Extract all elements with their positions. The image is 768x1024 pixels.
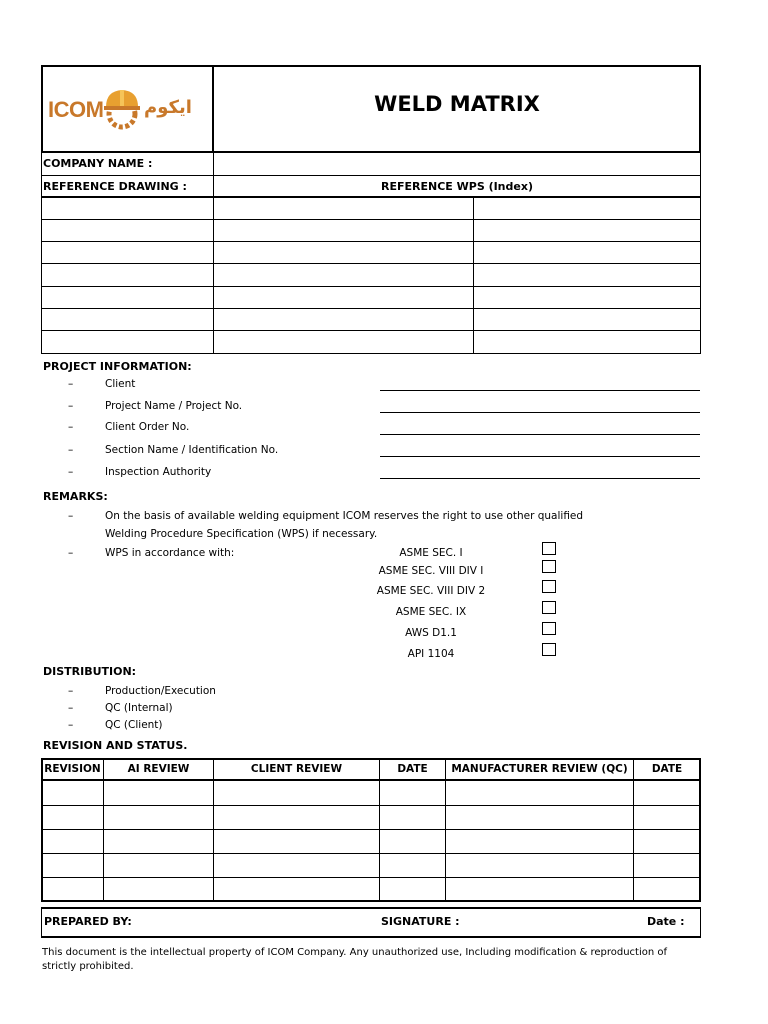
revision-row-line <box>41 877 701 878</box>
bullet: – <box>68 400 74 412</box>
revision-row-line <box>41 853 701 854</box>
prepared-by-label: PREPARED BY: <box>44 915 132 928</box>
grid-row-line <box>41 241 701 242</box>
grid-row-line <box>41 330 701 331</box>
grid-row-line <box>41 286 701 287</box>
grid-row-line <box>41 263 701 264</box>
col-date-2: DATE <box>651 763 683 775</box>
bullet: – <box>68 510 74 522</box>
revision-col-line <box>103 758 104 902</box>
revision-row-line <box>41 805 701 806</box>
revision-col-line <box>379 758 380 902</box>
hardhat-gear-icon <box>102 87 142 131</box>
col-revision: REVISION <box>44 763 101 775</box>
inspection-authority-field[interactable] <box>380 478 700 479</box>
wps-option-asme-viii-div-1: ASME SEC. VIII DIV I <box>378 565 484 577</box>
bullet: – <box>68 685 74 697</box>
bullet: – <box>68 421 74 433</box>
project-item-project-name: Project Name / Project No. <box>105 400 243 412</box>
bullet: – <box>68 702 74 714</box>
project-item-client: Client <box>105 378 136 390</box>
checkbox-api-1104[interactable] <box>542 643 556 656</box>
company-logo <box>46 85 206 135</box>
project-item-section-name: Section Name / Identification No. <box>105 444 279 456</box>
checkbox-asme-sec-ix[interactable] <box>542 601 556 614</box>
distribution-item-production: Production/Execution <box>105 685 216 697</box>
distribution-item-qc-client: QC (Client) <box>105 719 163 731</box>
col-ai-review: AI REVIEW <box>127 763 190 775</box>
revision-header-line <box>41 779 701 781</box>
wps-option-asme-sec-i: ASME SEC. I <box>399 547 463 559</box>
disclaimer-line-2: strictly prohibited. <box>42 961 134 972</box>
revision-col-line <box>445 758 446 902</box>
disclaimer-line-1: This document is the intellectual property of ICOM Company. Any unauthorized use, Including modification & reproduction of <box>42 947 667 958</box>
project-item-client-order: Client Order No. <box>105 421 190 433</box>
grid-row-line <box>41 219 701 220</box>
project-information-heading: PROJECT INFORMATION: <box>43 360 192 373</box>
wps-option-aws-d1-1: AWS D1.1 <box>405 627 457 639</box>
page-title: WELD MATRIX <box>374 92 540 116</box>
footer-right-line <box>700 907 701 937</box>
col-manufacturer-review: MANUFACTURER REVIEW (QC) <box>451 763 628 775</box>
wps-accordance-label: WPS in accordance with: <box>105 547 235 559</box>
remarks-heading: REMARKS: <box>43 490 108 503</box>
checkbox-asme-viii-div-2[interactable] <box>542 580 556 593</box>
footer-bottom-line <box>41 936 701 938</box>
checkbox-asme-sec-i[interactable] <box>542 542 556 555</box>
revision-col-line <box>633 758 634 902</box>
checkbox-aws-d1-1[interactable] <box>542 622 556 635</box>
checkbox-asme-viii-div-1[interactable] <box>542 560 556 573</box>
footer-top-line <box>41 907 701 909</box>
logo-text-latin: ICOM <box>48 97 104 122</box>
row-line <box>41 196 701 198</box>
project-item-inspection-authority: Inspection Authority <box>105 466 212 478</box>
reference-wps-label: REFERENCE WPS (Index) <box>381 180 533 193</box>
col-date-1: DATE <box>397 763 428 775</box>
bullet: – <box>68 547 74 559</box>
signature-label: SIGNATURE : <box>381 915 460 928</box>
wps-option-asme-sec-ix: ASME SEC. IX <box>395 606 467 618</box>
bullet: – <box>68 444 74 456</box>
client-field[interactable] <box>380 390 700 391</box>
company-name-label: COMPANY NAME : <box>43 157 153 170</box>
col-client-review: CLIENT REVIEW <box>250 763 343 775</box>
revision-col-line <box>213 758 214 902</box>
logo-text-arabic: ایکوم <box>144 97 192 118</box>
client-order-field[interactable] <box>380 434 700 435</box>
section-name-field[interactable] <box>380 456 700 457</box>
wps-option-asme-viii-div-2: ASME SEC. VIII DIV 2 <box>376 585 486 597</box>
grid-row-line <box>41 353 701 354</box>
revision-row-line <box>41 829 701 830</box>
project-name-field[interactable] <box>380 412 700 413</box>
row-line <box>41 175 701 176</box>
distribution-item-qc-internal: QC (Internal) <box>105 702 173 714</box>
remarks-line-2: Welding Procedure Specification (WPS) if necessary. <box>105 528 378 540</box>
right-border <box>700 153 701 354</box>
reference-drawing-label: REFERENCE DRAWING : <box>43 180 187 193</box>
remarks-line-1: On the basis of available welding equipment ICOM reserves the right to use other qualified <box>105 510 584 522</box>
wps-option-api-1104: API 1104 <box>407 648 455 660</box>
date-label: Date : <box>647 915 685 928</box>
bullet: – <box>68 719 74 731</box>
bullet: – <box>68 466 74 478</box>
bullet: – <box>68 378 74 390</box>
grid-row-line <box>41 308 701 309</box>
revision-heading: REVISION AND STATUS. <box>43 739 188 752</box>
footer-left-line <box>41 907 42 937</box>
left-border <box>41 153 42 354</box>
distribution-heading: DISTRIBUTION: <box>43 665 137 678</box>
